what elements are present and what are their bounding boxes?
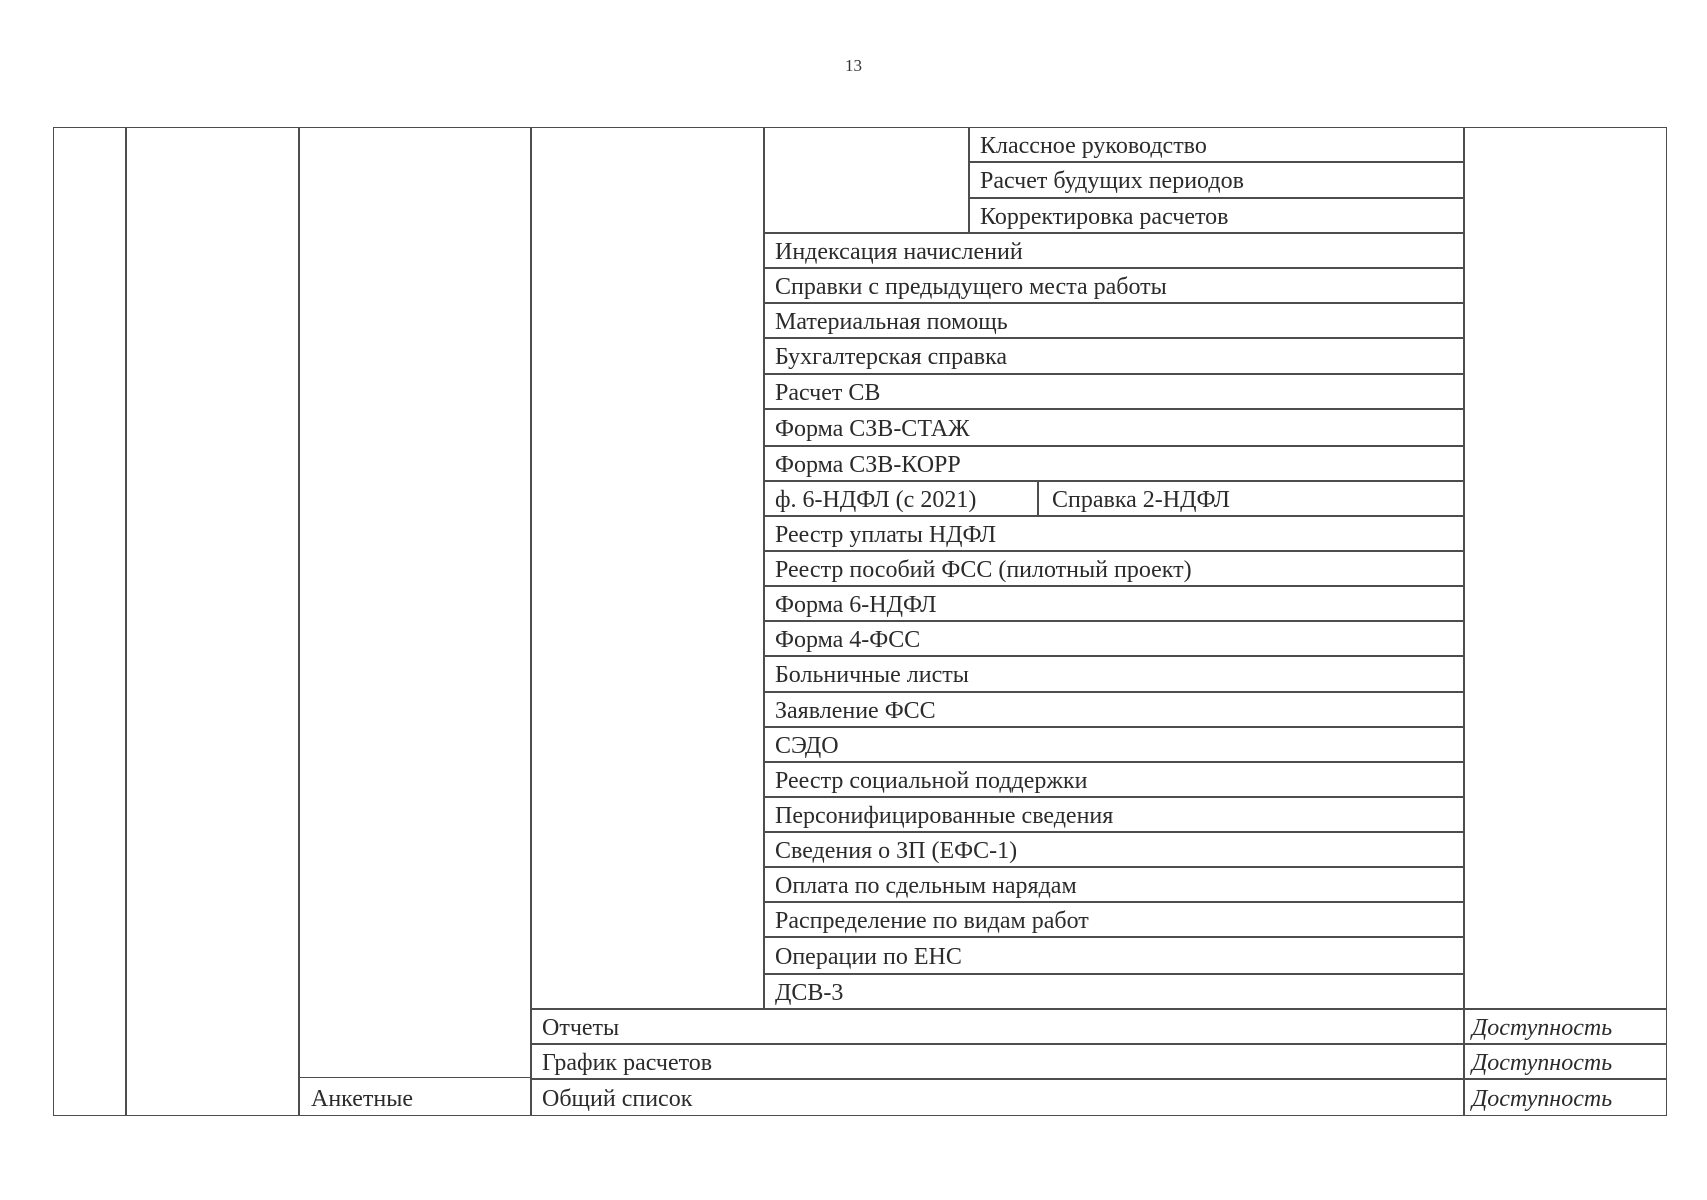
item-label: Больничные листы <box>775 662 969 688</box>
inner-group-cell <box>764 127 969 233</box>
item-label: Материальная помощь <box>775 308 1008 335</box>
page-number: 13 <box>845 56 862 75</box>
item-label: Справки с предыдущего места работы <box>775 273 1167 300</box>
item-row <box>764 727 1464 762</box>
item-label-split: Справка 2-НДФЛ <box>1052 486 1230 513</box>
item-label: Реестр пособий ФСС (пилотный проект) <box>775 556 1192 583</box>
item-label: Бухгалтерская справка <box>775 344 1008 370</box>
section-label: Отчеты <box>542 1014 620 1041</box>
group-label: Анкетные <box>311 1085 413 1112</box>
item-label: ДСВ-3 <box>775 979 844 1006</box>
item-label: Форма СЗВ-КОРР <box>775 451 961 478</box>
item-label: Форма 4-ФСС <box>775 626 921 653</box>
item-label: Расчет СВ <box>775 379 881 406</box>
item-label: Оплата по сдельным нарядам <box>775 872 1077 899</box>
item-label: Форма 6-НДФЛ <box>775 591 937 618</box>
item-label: Заявление ФСС <box>775 697 936 724</box>
item-label: Операции по ЕНС <box>775 943 962 970</box>
access-label: Доступность <box>1472 1049 1613 1076</box>
inner-row-label: Корректировка расчетов <box>980 203 1229 230</box>
access-label: Доступность <box>1472 1014 1613 1041</box>
section-label: График расчетов <box>542 1049 713 1076</box>
inner-row-label: Расчет будущих периодов <box>980 168 1244 194</box>
access-label: Доступность <box>1472 1085 1613 1112</box>
column-3-group <box>299 127 531 1081</box>
item-label: Форма СЗВ-СТАЖ <box>775 415 970 442</box>
item-label: Персонифицированные сведения <box>775 802 1114 829</box>
item-label: Распределение по видам работ <box>775 907 1089 934</box>
access-group-cell <box>1464 127 1667 1009</box>
item-label: Индексация начислений <box>775 238 1023 265</box>
item-label: Реестр социальной поддержки <box>775 767 1088 794</box>
item-row <box>764 974 1464 1009</box>
column-1 <box>53 127 126 1116</box>
inner-row-label: Классное руководство <box>980 132 1207 159</box>
item-label: ф. 6-НДФЛ (с 2021) <box>775 486 977 513</box>
column-2 <box>126 127 299 1116</box>
item-label: Реестр уплаты НДФЛ <box>775 521 996 548</box>
column-4-group <box>531 127 764 1009</box>
item-label: Сведения о ЗП (ЕФС-1) <box>775 837 1018 864</box>
item-label: СЭДО <box>775 732 839 759</box>
section-row <box>531 1009 1464 1044</box>
section-label: Общий список <box>542 1085 693 1112</box>
